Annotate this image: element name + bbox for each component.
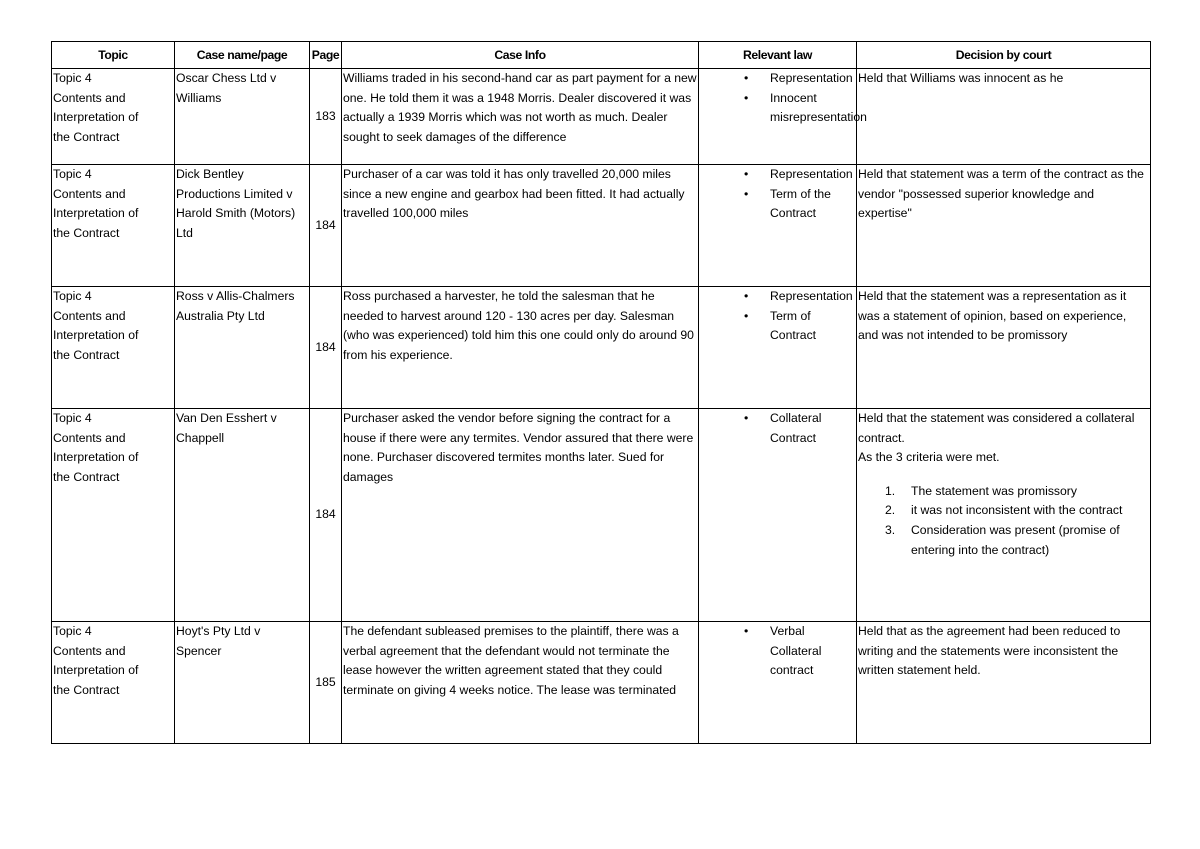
law-list bbox=[700, 409, 855, 448]
law-item: • Representation bbox=[700, 287, 855, 307]
topic-line: Interpretation of bbox=[53, 663, 139, 678]
topic-line: the Contract bbox=[53, 225, 120, 240]
law-item: • Representation bbox=[700, 165, 855, 185]
decision-cell: Held that the statement was a representation as it was a statement of opinion, based on experience, and was not intended to be promissory bbox=[857, 287, 1151, 409]
topic-line: Topic 4 bbox=[53, 71, 92, 85]
relevant-law-cell bbox=[699, 409, 857, 622]
case-name-cell: Dick Bentley Productions Limited v Harold Smith (Motors) Ltd bbox=[175, 165, 310, 287]
topic-line: Topic 4 bbox=[53, 289, 92, 303]
page-cell: 184 bbox=[310, 287, 342, 409]
topic-line: Interpretation of bbox=[53, 328, 139, 343]
header-case-info: Case Info bbox=[342, 42, 699, 69]
case-name-cell: Van Den Esshert v Chappell bbox=[175, 409, 310, 622]
topic-line: Interpretation of bbox=[53, 450, 139, 465]
header-page: Page bbox=[310, 42, 342, 69]
topic-line: Interpretation of bbox=[53, 206, 139, 221]
table-row bbox=[52, 165, 1151, 287]
decision-cell: Held that Williams was innocent as he bbox=[857, 69, 1151, 165]
header-topic: Topic bbox=[52, 42, 175, 69]
topic-line: Interpretation of bbox=[53, 110, 139, 125]
topic-line: Contents and bbox=[53, 430, 126, 445]
law-list bbox=[700, 287, 855, 346]
case-name-cell: Hoyt's Pty Ltd v Spencer bbox=[175, 622, 310, 744]
page-cell: 185 bbox=[310, 622, 342, 744]
topic-line: Contents and bbox=[53, 186, 126, 201]
header-relevant-law: Relevant law bbox=[699, 42, 857, 69]
header-case-name: Case name/page bbox=[175, 42, 310, 69]
criteria-item bbox=[858, 482, 1149, 502]
header-decision: Decision by court bbox=[857, 42, 1151, 69]
law-item: • Term of the Contract bbox=[700, 185, 855, 224]
topic-cell bbox=[52, 69, 175, 165]
topic-cell bbox=[52, 287, 175, 409]
topic-cell bbox=[52, 409, 175, 622]
relevant-law-cell bbox=[699, 287, 857, 409]
case-info-cell: Purchaser asked the vendor before signing the contract for a house if there were any termites. Vendor assured that there were none. Purchaser discovered termites months later. Sued for damages bbox=[342, 409, 699, 622]
law-list bbox=[700, 622, 855, 681]
topic-cell bbox=[52, 165, 175, 287]
page-cell: 184 bbox=[310, 165, 342, 287]
criteria-number: 3. bbox=[885, 522, 896, 537]
case-info-cell: Williams traded in his second-hand car as part payment for a new one. He told them it was a 1948 Morris. Dealer discovered it was actually a 1939 Morris which was not worth as much. Dealer sought to seek damages of the difference bbox=[342, 69, 699, 165]
case-table bbox=[51, 41, 1151, 744]
case-info-cell: Purchaser of a car was told it has only travelled 20,000 miles since a new engine and gearbox had been fitted. It had actually travelled 100,000 miles bbox=[342, 165, 699, 287]
table-row bbox=[52, 409, 1151, 622]
topic-line: Contents and bbox=[53, 308, 126, 323]
case-notes-sheet bbox=[51, 41, 1150, 744]
topic-cell bbox=[52, 622, 175, 744]
topic-line: the Contract bbox=[53, 682, 120, 697]
table-row bbox=[52, 622, 1151, 744]
criteria-item bbox=[858, 521, 1149, 560]
topic-line: Topic 4 bbox=[53, 411, 92, 425]
topic-line: Contents and bbox=[53, 90, 126, 105]
decision-cell bbox=[857, 409, 1151, 622]
topic-line: Topic 4 bbox=[53, 624, 92, 638]
decision-line: As the 3 criteria were met. bbox=[858, 450, 1000, 465]
page-cell: 184 bbox=[310, 409, 342, 622]
criteria-item bbox=[858, 501, 1149, 521]
table-row bbox=[52, 287, 1151, 409]
law-item: • Innocent misrepresentation bbox=[700, 89, 855, 128]
relevant-law-cell bbox=[699, 69, 867, 165]
topic-line: the Contract bbox=[53, 347, 120, 362]
header-row bbox=[52, 42, 1151, 69]
case-name-cell: Oscar Chess Ltd v Williams bbox=[175, 69, 310, 165]
topic-line: Topic 4 bbox=[53, 167, 92, 181]
criteria-number: 2. bbox=[885, 503, 896, 518]
topic-line: the Contract bbox=[53, 469, 120, 484]
law-item: • Representation bbox=[700, 69, 855, 89]
decision-line: Held that the statement was considered a collateral contract. bbox=[858, 411, 1135, 445]
criteria-number: 1. bbox=[885, 483, 896, 498]
case-info-cell: Ross purchased a harvester, he told the salesman that he needed to harvest around 120 - 130 acres per day. Salesman (who was experienced) told him this one could only do around 90 from his experience. bbox=[342, 287, 699, 409]
law-list bbox=[700, 69, 867, 128]
decision-cell: Held that as the agreement had been reduced to writing and the statements were inconsistent the written statement held. bbox=[857, 622, 1151, 744]
law-list bbox=[700, 165, 855, 224]
case-name-cell: Ross v Allis-Chalmers Australia Pty Ltd bbox=[175, 287, 310, 409]
table-row bbox=[52, 69, 1151, 165]
relevant-law-cell bbox=[699, 165, 857, 287]
topic-line: Contents and bbox=[53, 643, 126, 658]
law-item: • Verbal Collateral contract bbox=[700, 622, 855, 681]
criteria-text: The statement was promissory bbox=[911, 483, 1077, 498]
case-info-cell: The defendant subleased premises to the plaintiff, there was a verbal agreement that the defendant would not terminate the lease however the written agreement stated that they could terminate on giving 4 weeks notice. The lease was terminated bbox=[342, 622, 699, 744]
criteria-list bbox=[858, 482, 1149, 560]
page-cell: 183 bbox=[310, 69, 342, 165]
criteria-text: Consideration was present (promise of entering into the contract) bbox=[911, 522, 1120, 557]
decision-cell: Held that statement was a term of the contract as the vendor "possessed superior knowledge and expertise" bbox=[857, 165, 1151, 287]
law-item: • Term of Contract bbox=[700, 307, 855, 346]
law-item: • Collateral Contract bbox=[700, 409, 855, 448]
criteria-text: it was not inconsistent with the contract bbox=[911, 503, 1123, 518]
topic-line: the Contract bbox=[53, 129, 120, 144]
relevant-law-cell bbox=[699, 622, 857, 744]
